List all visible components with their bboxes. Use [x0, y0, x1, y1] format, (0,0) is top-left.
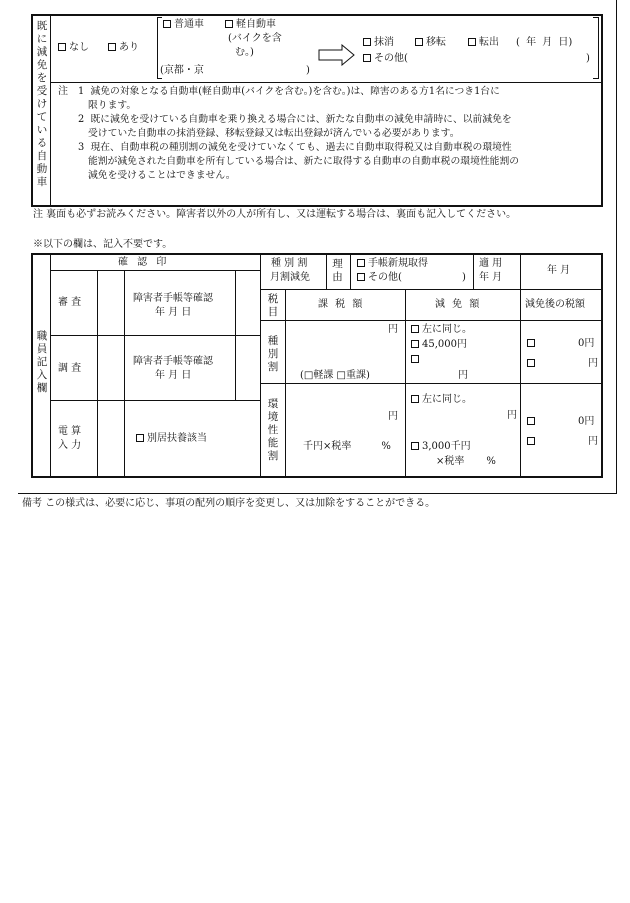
- reason-other-close: ): [462, 272, 466, 283]
- survey-confirm: 障害者手帳等確認: [133, 356, 213, 367]
- bracket-left: [157, 17, 158, 79]
- apply-year-month[interactable]: 年 月: [547, 265, 571, 276]
- arrow-right-icon: [318, 44, 356, 66]
- exists-checkbox[interactable]: あり: [108, 41, 139, 55]
- reason-label: 理由: [332, 258, 343, 283]
- note-1: 1 減免の対象となる自動車(軽自動車(バイクを含む。)を含む。)は、障害のある方1名につき1台に 限ります。: [78, 86, 500, 111]
- bike-note-2: む。): [235, 47, 254, 58]
- env-tax-label: 環境性能割: [267, 398, 279, 462]
- kind-monthly-label: 月割減免: [270, 272, 310, 283]
- env-3000-checkbox[interactable]: 3,000千円: [411, 440, 471, 454]
- existing-vehicle-header: 既に減免を受けている自動車: [36, 20, 48, 188]
- kind-45000-checkbox[interactable]: 45,000円: [411, 338, 467, 352]
- note-2: 2 既に減免を受けている自動車を乗り換える場合には、新たな自動車の減免申請時に、以前減免を 受けていた自動車の抹消登録、移転登録又は転出登録が済んでいる必要があります。: [78, 114, 512, 139]
- env-after-amount[interactable]: [527, 435, 538, 449]
- page-frame-bottom: [18, 493, 617, 494]
- bracket-right: [598, 17, 599, 79]
- office-note: ※以下の欄は、記入不要です。: [33, 239, 173, 250]
- env-same-checkbox[interactable]: 左に同じ。: [411, 393, 472, 407]
- tax-amount-header: 課 税 額: [318, 299, 363, 310]
- exempt-header: 減 免 額: [435, 299, 480, 310]
- kind-exempt-yen: 円: [458, 370, 468, 381]
- kind-after-yen: 円: [588, 358, 598, 369]
- env-tax-yen: 円: [388, 411, 398, 422]
- survey-label: 調 査: [58, 363, 82, 374]
- light-car-checkbox[interactable]: 軽自動車: [225, 18, 276, 32]
- apply-ym: 年 月: [479, 272, 503, 283]
- regular-car-checkbox[interactable]: 普通車: [163, 18, 204, 32]
- tax-item-header: 税目: [267, 293, 279, 318]
- office-side-label: 職員記入欄: [36, 330, 48, 394]
- kind-after-zero-value: 0円: [578, 338, 595, 349]
- bike-note: (バイクを含: [228, 33, 282, 44]
- other-checkbox[interactable]: その他(: [363, 52, 408, 66]
- after-tax-header: 減免後の税額: [525, 299, 585, 310]
- kind-tax-yen: 円: [388, 324, 398, 335]
- kind-blank-checkbox[interactable]: [411, 353, 422, 367]
- separate-support-checkbox[interactable]: 別居扶養該当: [136, 432, 207, 446]
- confirm-header: 確 認 印: [118, 257, 167, 268]
- kind-after-zero[interactable]: [527, 337, 538, 351]
- review-date[interactable]: 年 月 日: [155, 307, 192, 318]
- location-label: (京都・京: [160, 65, 204, 76]
- env-after-yen: 円: [588, 436, 598, 447]
- delete-checkbox[interactable]: 抹消: [363, 36, 394, 50]
- apply-label: 適 用: [479, 258, 503, 269]
- transfer-checkbox[interactable]: 移転: [415, 36, 446, 50]
- biko-note: 備考 この様式は、必要に応じ、事項の配列の順序を変更し、又は加除をすることができる。: [22, 498, 436, 509]
- move-out-date[interactable]: ( 年 月 日): [516, 37, 573, 48]
- kind-label: 種 別 割: [271, 258, 308, 269]
- env-rate[interactable]: ×税率 %: [436, 456, 496, 467]
- outer-note: 注 裏面も必ずお読みください。障害者以外の人が所有し、又は運転する場合は、裏面も記入してください。: [33, 209, 517, 220]
- none-checkbox[interactable]: なし: [58, 41, 89, 55]
- notes-label: 注: [58, 86, 68, 97]
- reason-new-checkbox[interactable]: 手帳新規取得: [357, 257, 428, 271]
- kind-after-amount[interactable]: [527, 357, 538, 371]
- data-entry-label-2: 入 力: [58, 440, 82, 451]
- data-entry-label: 電 算: [58, 426, 82, 437]
- location-close: ): [306, 65, 310, 76]
- note-3: 3 現在、自動車税の種別割の減免を受けていなくても、過去に自動車取得税又は自動車税の環境性 能割が減免された自動車を所有している場合は、新たに取得する自動車の自動車税の環境性能割の 減免を受けることはできません。: [78, 142, 520, 181]
- light-heavy-select[interactable]: (□軽課 □重課): [300, 370, 370, 381]
- kind-same-checkbox[interactable]: 左に同じ。: [411, 323, 472, 337]
- env-formula[interactable]: 千円×税率 %: [303, 441, 391, 452]
- env-after-zero[interactable]: [527, 415, 538, 429]
- existing-row-divider: [51, 82, 602, 83]
- review-confirm: 障害者手帳等確認: [133, 293, 213, 304]
- env-after-zero-value: 0円: [578, 416, 595, 427]
- review-label: 審 査: [58, 297, 82, 308]
- env-exempt-yen: 円: [507, 410, 517, 421]
- survey-date[interactable]: 年 月 日: [155, 370, 192, 381]
- existing-header-divider: [50, 15, 51, 206]
- reason-other-checkbox[interactable]: その他(: [357, 271, 402, 285]
- page-frame-right: [616, 0, 617, 494]
- move-out-checkbox[interactable]: 転出: [468, 36, 499, 50]
- kind-tax-label: 種別割: [267, 335, 279, 373]
- other-close: ): [586, 53, 590, 64]
